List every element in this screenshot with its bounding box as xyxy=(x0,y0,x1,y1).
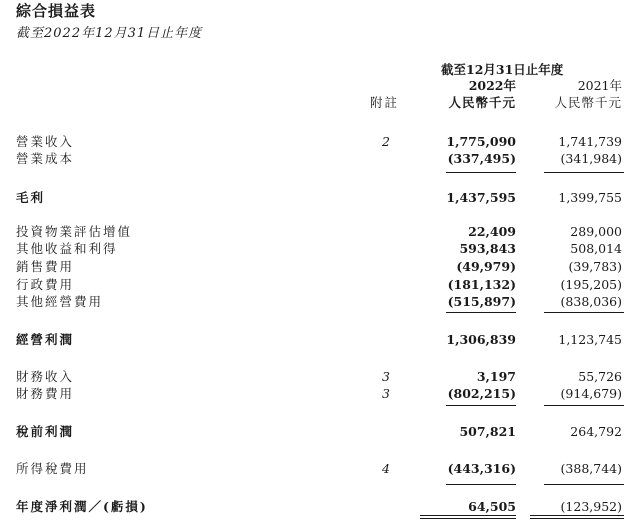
row-value-2022: (802,215) xyxy=(447,386,516,401)
statement-row xyxy=(0,460,640,477)
row-label: 營業成本 xyxy=(16,151,75,166)
subtotal-rule-2022 xyxy=(446,484,516,485)
note-column-header: 附註 xyxy=(370,95,400,110)
row-value-2021: 1,123,745 xyxy=(558,332,622,347)
total-double-rule-2022 xyxy=(420,518,516,519)
total-double-rule-2021 xyxy=(530,515,624,516)
row-value-2022: (181,132) xyxy=(447,277,516,292)
row-label: 行政費用 xyxy=(16,277,75,292)
row-label: 營業收入 xyxy=(16,134,75,149)
period-header: 截至12月31日止年度 xyxy=(441,62,564,77)
row-value-2021: (388,744) xyxy=(560,461,622,476)
statement-row xyxy=(0,223,640,240)
subtotal-rule-2022 xyxy=(446,312,516,313)
statement-row xyxy=(0,385,640,402)
row-value-2022: 3,197 xyxy=(476,369,516,384)
row-label: 所得稅費用 xyxy=(16,461,89,476)
statement-row xyxy=(0,133,640,150)
subtotal-rule-2021 xyxy=(544,405,624,406)
statement-row xyxy=(0,368,640,385)
subtotal-rule-2021 xyxy=(544,312,624,313)
row-label: 銷售費用 xyxy=(16,259,75,274)
row-value-2021: 289,000 xyxy=(570,224,622,239)
row-value-2022: 507,821 xyxy=(459,424,516,439)
row-value-2021: 1,399,755 xyxy=(558,190,622,205)
row-value-2022: 1,437,595 xyxy=(446,190,516,205)
col-2021-year: 2021年 xyxy=(577,78,622,93)
col-2022-year: 2022年 xyxy=(468,78,516,93)
row-note: 4 xyxy=(382,461,390,476)
row-value-2022: (49,979) xyxy=(456,259,516,274)
row-label: 其他經營費用 xyxy=(16,294,104,309)
statement-row xyxy=(0,258,640,275)
subtotal-rule-2021 xyxy=(544,172,624,173)
row-value-2021: (123,952) xyxy=(560,499,622,514)
row-value-2022: 593,843 xyxy=(459,241,516,256)
statement-row xyxy=(0,276,640,293)
row-note: 2 xyxy=(382,134,390,149)
row-value-2022: 1,775,090 xyxy=(446,134,516,149)
col-2022-unit: 人民幣千元 xyxy=(448,95,516,110)
statement-subtitle: 截至2022年12月31日止年度 xyxy=(16,26,203,41)
row-value-2021: (195,205) xyxy=(560,277,622,292)
row-label: 財務費用 xyxy=(16,386,75,401)
row-value-2021: 264,792 xyxy=(570,424,622,439)
row-value-2022: 22,409 xyxy=(468,224,516,239)
row-value-2021: (341,984) xyxy=(560,151,622,166)
row-label: 毛利 xyxy=(16,190,46,205)
row-label: 投資物業評估增值 xyxy=(16,224,133,239)
statement-row xyxy=(0,240,640,257)
statement-row xyxy=(0,150,640,167)
row-label: 經營利潤 xyxy=(16,332,75,347)
row-label: 財務收入 xyxy=(16,369,75,384)
statement-row xyxy=(0,293,640,310)
statement-row xyxy=(0,423,640,440)
row-label: 其他收益和利得 xyxy=(16,241,118,256)
subtotal-rule-2022 xyxy=(446,172,516,173)
total-double-rule-2022 xyxy=(420,515,516,516)
statement-row xyxy=(0,498,640,515)
row-value-2021: (914,679) xyxy=(560,386,622,401)
total-double-rule-2021 xyxy=(530,518,624,519)
row-label: 年度淨利潤／(虧損) xyxy=(16,499,148,514)
row-label: 稅前利潤 xyxy=(16,424,75,439)
row-note: 3 xyxy=(382,386,390,401)
col-2021-unit: 人民幣千元 xyxy=(554,95,622,110)
row-value-2021: 55,726 xyxy=(578,369,622,384)
row-value-2022: (443,316) xyxy=(447,461,516,476)
row-value-2021: 1,741,739 xyxy=(558,134,622,149)
row-value-2021: (838,036) xyxy=(560,294,622,309)
row-value-2021: (39,783) xyxy=(568,259,622,274)
subtotal-rule-2022 xyxy=(446,405,516,406)
subtotal-rule-2021 xyxy=(544,484,624,485)
row-value-2022: 64,505 xyxy=(468,499,516,514)
statement-title: 綜合損益表 xyxy=(16,2,97,20)
row-value-2021: 508,014 xyxy=(570,241,622,256)
statement-row xyxy=(0,189,640,206)
statement-row xyxy=(0,331,640,348)
row-note: 3 xyxy=(382,369,390,384)
row-value-2022: (515,897) xyxy=(447,294,516,309)
row-value-2022: 1,306,839 xyxy=(446,332,516,347)
row-value-2022: (337,495) xyxy=(447,151,516,166)
